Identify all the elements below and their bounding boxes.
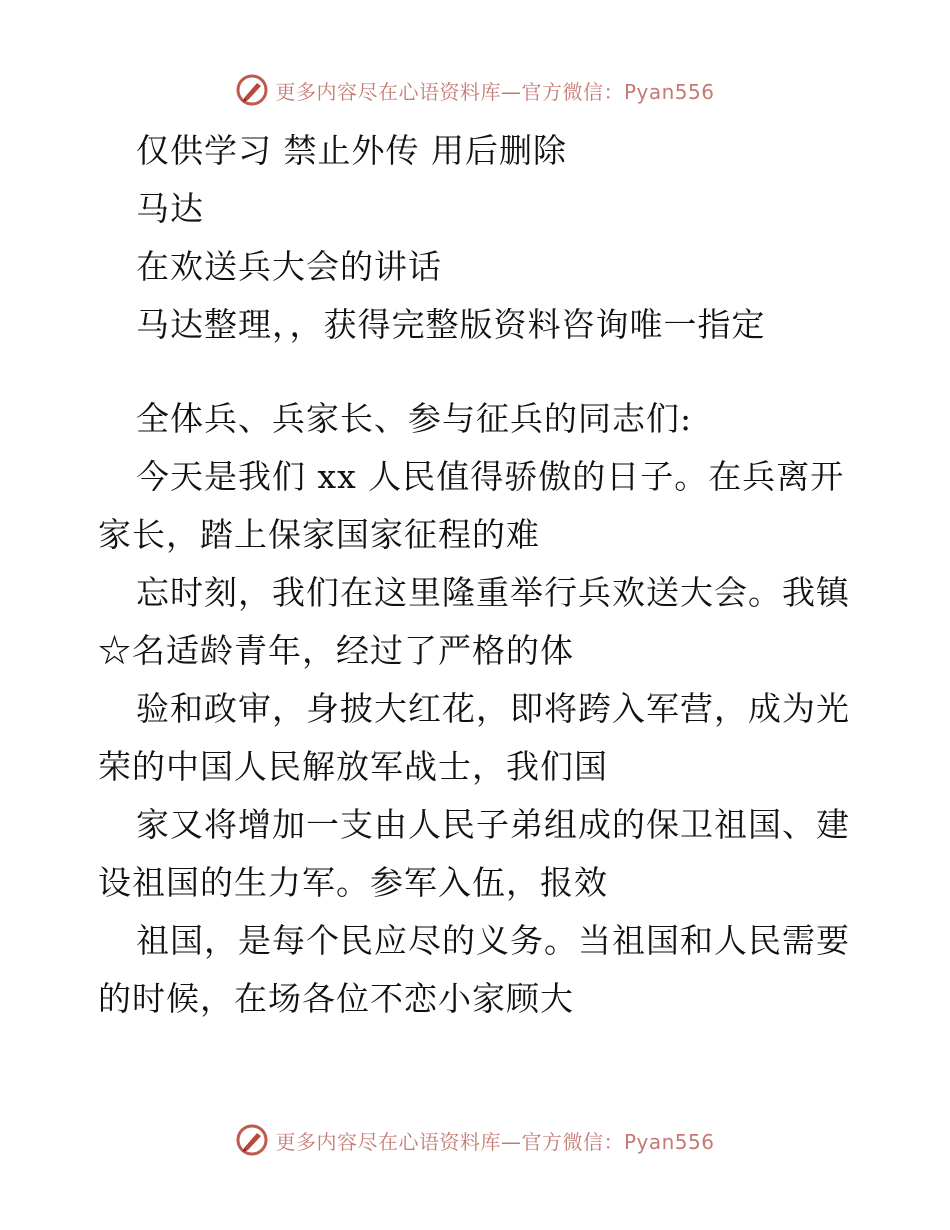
body-line: 今天是我们 xx 人民值得骄傲的日子。在兵离开 <box>136 457 845 496</box>
author-line: 马达 <box>136 189 204 228</box>
pen-circle-logo-icon <box>235 1123 269 1157</box>
notice-line: 仅供学习 禁止外传 用后删除 <box>136 131 567 170</box>
source-line: 马达整理，，获得完整版资料咨询唯一指定 <box>136 305 766 344</box>
paragraph-gap <box>98 354 858 390</box>
header-watermark <box>0 70 950 110</box>
watermark-text: 更多内容尽在心语资料库—官方微信：Pyan556 <box>275 1129 715 1154</box>
body-line: ☆名适龄青年，经过了严格的体 <box>98 631 574 670</box>
document-body <box>98 122 858 1028</box>
pen-circle-logo-icon <box>235 73 269 107</box>
watermark-text: 更多内容尽在心语资料库—官方微信：Pyan556 <box>275 79 715 104</box>
body-line: 忘时刻，我们在这里隆重举行兵欢送大会。我镇 <box>136 573 850 612</box>
body-line: 家长，踏上保家国家征程的难 <box>98 515 540 554</box>
salutation-line: 全体兵、兵家长、参与征兵的同志们: <box>136 399 693 438</box>
document-title: 在欢送兵大会的讲话 <box>136 247 442 286</box>
body-line: 祖国，是每个民应尽的义务。当祖国和人民需要 <box>136 921 850 960</box>
footer-watermark <box>0 1120 950 1160</box>
body-line: 家又将增加一支由人民子弟组成的保卫祖国、建 <box>136 805 850 844</box>
body-line: 验和政审，身披大红花，即将跨入军营，成为光 <box>136 689 850 728</box>
body-line: 荣的中国人民解放军战士，我们国 <box>98 747 608 786</box>
body-line: 设祖国的生力军。参军入伍，报效 <box>98 863 608 902</box>
body-line: 的时候，在场各位不恋小家顾大 <box>98 979 574 1018</box>
